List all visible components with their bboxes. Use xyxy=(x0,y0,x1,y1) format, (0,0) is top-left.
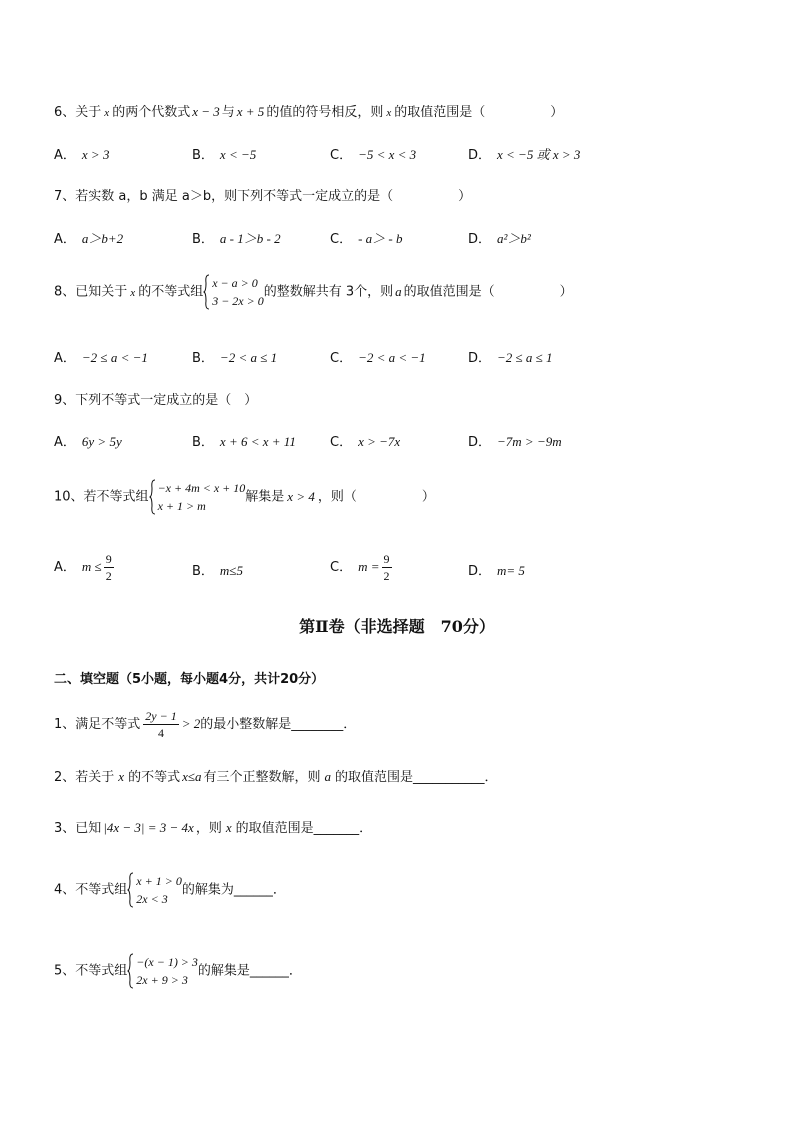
f5-system-line-1: −(x − 1) > 3 xyxy=(136,955,198,969)
fill-question-1 xyxy=(54,708,356,741)
f3-text-1: 已知 xyxy=(75,821,102,836)
q10-inequality-system xyxy=(149,479,246,515)
section-2-heading: 二、填空题（5小题，每小题4分，共计20分） xyxy=(54,672,325,687)
f1-relation: > 2 xyxy=(181,716,201,731)
f3-text-3: 的取值范围是_______． xyxy=(235,821,373,836)
q8-number: 8、 xyxy=(54,284,76,300)
q8-system-line-2: 3 − 2x > 0 xyxy=(212,294,264,308)
q7-option-b[interactable]: B． a - 1＞b - 2 xyxy=(192,231,281,247)
q8-option-d[interactable]: D． −2 ≤ a ≤ 1 xyxy=(468,350,553,366)
f1-number: 1、 xyxy=(54,717,76,732)
q8-option-c[interactable]: C． −2 < a < −1 xyxy=(330,350,426,366)
f3-number: 3、 xyxy=(54,821,76,836)
fill-question-3 xyxy=(54,817,372,836)
q6-text-5: 的取值范围是（ ） xyxy=(394,105,564,120)
q8-system-line-1: x − a > 0 xyxy=(212,276,258,290)
q10-text-3: ，则（ ） xyxy=(317,489,435,505)
f5-number: 5、 xyxy=(54,963,76,979)
f5-text-1: 不等式组 xyxy=(75,963,128,979)
f4-text-2: 的解集为______． xyxy=(181,882,286,898)
q6-text-2: 的两个代数式 xyxy=(112,105,191,120)
q8-text-1: 已知关于 xyxy=(75,284,128,300)
q8-var-x: x xyxy=(130,286,136,299)
brace-icon xyxy=(127,872,134,908)
question-6 xyxy=(54,101,563,120)
q8-option-a[interactable]: A． −2 ≤ a < −1 xyxy=(54,350,148,366)
brace-icon xyxy=(127,953,134,989)
q10-number: 10、 xyxy=(54,489,84,505)
brace-icon xyxy=(203,274,210,310)
q7-option-d[interactable]: D． a²＞b² xyxy=(468,231,531,247)
f2-text-1: 2、若关于 xyxy=(54,770,115,785)
f1-fraction: $\frac{2y - 1}{4}$ xyxy=(145,709,177,740)
f4-inequality-system xyxy=(127,872,182,908)
q9-option-b[interactable]: B． x + 6 < x + 11 xyxy=(192,434,296,450)
question-8 xyxy=(54,274,573,310)
brace-icon xyxy=(149,479,156,515)
f4-text-1: 不等式组 xyxy=(75,882,128,898)
question-7: 7、若实数 a，b 满足 a＞b，则下列不等式一定成立的是（ ） xyxy=(54,189,472,204)
q6-number: 6、 xyxy=(54,105,76,120)
part-2-title: 第Ⅱ卷（非选择题 70分） xyxy=(299,617,495,636)
f4-system-line-2: 2x < 3 xyxy=(136,892,168,906)
f5-text-2: 的解集是______． xyxy=(197,963,302,979)
q10-condition: x > 4 xyxy=(287,488,315,504)
q7-option-a[interactable]: A． a＞b+2 xyxy=(54,231,124,247)
q6-text-1: 关于 xyxy=(75,105,102,120)
f2-text-4: 的取值范围是___________． xyxy=(335,770,498,785)
q6-option-d[interactable]: D． x < −5 或 x > 3 xyxy=(468,147,581,163)
q9-option-d[interactable]: D． −7m > −9m xyxy=(468,434,562,450)
q6-option-b[interactable]: B． x < −5 xyxy=(192,147,257,163)
f4-system-line-1: x + 1 > 0 xyxy=(136,874,182,888)
q9-option-c[interactable]: C． x > −7x xyxy=(330,434,401,450)
question-10 xyxy=(54,479,435,515)
fill-question-4 xyxy=(54,872,286,908)
q8-option-b[interactable]: B． −2 < a ≤ 1 xyxy=(192,350,278,366)
f2-text-2: 的不等式 xyxy=(128,770,181,785)
question-9: 9、下列不等式一定成立的是（ ） xyxy=(54,393,258,408)
f2-var-a: a xyxy=(324,769,331,784)
q8-var-a: a xyxy=(395,283,402,299)
fill-question-2 xyxy=(54,766,498,785)
q6-option-a[interactable]: A． x > 3 xyxy=(54,147,110,163)
f1-text-2: 的最小整数解是________． xyxy=(200,717,357,732)
q6-var-x-2: x xyxy=(386,107,392,119)
q10-system-line-2: x + 1 > m xyxy=(157,499,206,513)
q10-option-d[interactable]: D． m= 5 xyxy=(468,563,525,579)
q6-text-3: 与 xyxy=(221,105,235,120)
f5-system-line-2: 2x + 9 > 3 xyxy=(136,973,188,987)
q10-text-1: 若不等式组 xyxy=(83,489,149,505)
q10-system-line-1: −x + 4m < x + 10 xyxy=(157,481,246,495)
q6-var-x: x xyxy=(104,107,110,119)
f5-inequality-system xyxy=(127,953,198,989)
q6-text-4: 的值的符号相反，则 xyxy=(266,105,384,120)
f2-text-3: 有三个正整数解，则 xyxy=(203,770,321,785)
q6-option-c[interactable]: C． −5 < x < 3 xyxy=(330,147,417,163)
f1-text-1: 满足不等式 xyxy=(75,717,141,732)
q9-option-a[interactable]: A． 6y > 5y xyxy=(54,434,122,450)
q8-inequality-system xyxy=(203,274,264,310)
q8-text-4: 的取值范围是（ ） xyxy=(403,284,573,300)
q8-text-3: 的整数解共有 3个，则 xyxy=(263,284,394,300)
q7-option-c[interactable]: C． - a＞ - b xyxy=(330,231,403,247)
q6-expr-2: x + 5 xyxy=(236,104,265,119)
fill-question-5 xyxy=(54,953,302,989)
q10-option-b[interactable]: B． m≤5 xyxy=(192,563,243,579)
f3-expr: |4x − 3| = 3 − 4x xyxy=(103,820,194,835)
f3-text-2: ，则 xyxy=(195,821,222,836)
q10-text-2: 解集是 xyxy=(245,489,285,505)
f2-expr: x≤a xyxy=(182,769,202,784)
f4-number: 4、 xyxy=(54,882,76,898)
f3-var-x: x xyxy=(225,820,232,835)
q6-expr-1: x − 3 xyxy=(192,104,220,119)
f2-var-x: x xyxy=(118,769,125,784)
q10-option-c[interactable]: C． m = $\frac{9}{2}$ xyxy=(330,552,390,583)
q10-option-a[interactable]: A． m ≤ $\frac{9}{2}$ xyxy=(54,552,112,583)
q8-text-2: 的不等式组 xyxy=(138,284,204,300)
